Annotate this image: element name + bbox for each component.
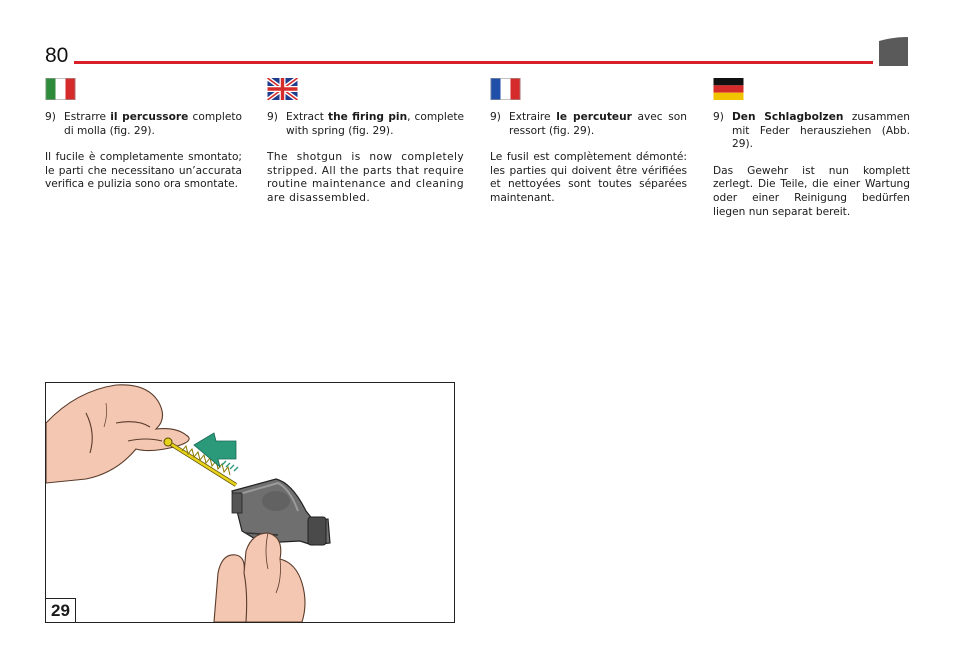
status-paragraph: Das Gewehr ist nun komplett zerlegt. Die Teile, die einer Wartung oder einer Reinigung bedürfen liegen nun separat bereit. [713,164,910,218]
german-flag-icon [713,78,744,100]
column-german [713,78,910,232]
firing-pin-removal-illustration [46,383,454,622]
figure-29 [45,382,455,623]
italian-flag-icon [45,78,76,100]
corner-tab-icon [879,37,908,66]
figure-number: 29 [46,598,76,622]
status-paragraph: Le fusil est complètement démonté: les parties qui doivent être vérifiées et nettoyées sont toutes séparées maintenant. [490,151,687,204]
uk-flag-icon [267,78,298,100]
step-9: 9) Extract the firing pin, complete with spring (fig. 29). [267,111,465,137]
header-rule [74,61,873,64]
page-number: 80 [45,44,69,67]
part-name: the firing pin [328,111,408,123]
left-hand-icon [46,385,189,483]
french-flag-icon [490,78,521,100]
status-paragraph: The shotgun is now completely stripped. All the parts that require routine maintenance and cleaning are disassembled. [267,151,464,204]
column-french [490,78,687,219]
step-9: 9) Estrarre il percussore completo di molla (fig. 29). [45,111,242,137]
part-name: Den Schlagbolzen [732,111,844,123]
step-9: 9) Den Schlagbolzen zusammen mit Feder herausziehen (Abb. 29). [713,111,910,151]
part-name: il percussore [110,111,189,123]
part-name: le percuteur [556,111,632,123]
column-english [267,78,464,219]
step-9: 9) Extraire le percuteur avec son ressort (fig. 29). [490,111,687,137]
right-hand-icon [214,533,305,622]
status-paragraph: Il fucile è completamente smontato; le parti che necessitano un’accurata verifica e pulizia sono ora smontate. [45,151,242,191]
column-italian [45,78,242,205]
bolt-body-icon [232,479,330,545]
pull-direction-arrow-icon [194,433,238,471]
